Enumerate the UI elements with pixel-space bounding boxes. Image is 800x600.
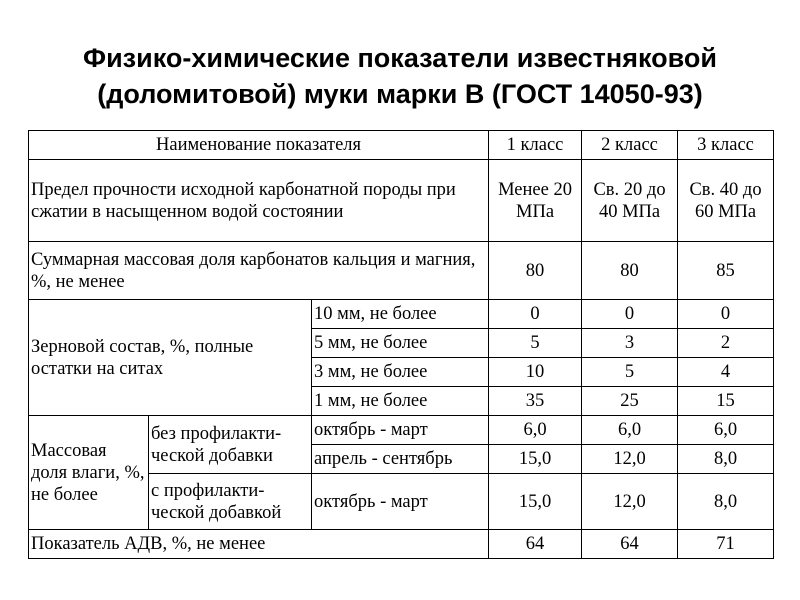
- adv-row: [29, 530, 774, 559]
- moisture-row: [29, 416, 774, 445]
- header-row: [29, 131, 774, 160]
- grain-class2: 3: [582, 329, 678, 358]
- header-class1: 1 класс: [489, 131, 582, 160]
- grain-class3: 0: [678, 300, 774, 329]
- grain-class1: 35: [489, 387, 582, 416]
- title-line-1: Физико-химические показатели известняковой: [83, 43, 717, 73]
- title-line-2: (доломитовой) муки марки В (ГОСТ 14050-93): [97, 79, 703, 109]
- moisture-without-label: без профилакти-ческой добавки: [149, 416, 312, 474]
- grain-class3: 15: [678, 387, 774, 416]
- strength-class1: Менее 20 МПа: [489, 160, 582, 242]
- header-class3: 3 класс: [678, 131, 774, 160]
- strength-row: [29, 160, 774, 242]
- grain-class1: 5: [489, 329, 582, 358]
- grain-sieve: 3 мм, не более: [312, 358, 489, 387]
- grain-class2: 5: [582, 358, 678, 387]
- moisture-class3: 6,0: [678, 416, 774, 445]
- moisture-class1: 15,0: [489, 474, 582, 530]
- adv-label: Показатель АДВ, %, не менее: [29, 530, 489, 559]
- header-name: Наименование показателя: [29, 131, 489, 160]
- grain-sieve: 10 мм, не более: [312, 300, 489, 329]
- header-class2: 2 класс: [582, 131, 678, 160]
- grain-class1: 0: [489, 300, 582, 329]
- carbonates-class3: 85: [678, 242, 774, 300]
- carbonates-class1: 80: [489, 242, 582, 300]
- moisture-period: апрель - сентябрь: [312, 445, 489, 474]
- strength-label: Предел прочности исходной карбонатной породы при сжатии в насыщенном водой состоянии: [29, 160, 489, 242]
- adv-class2: 64: [582, 530, 678, 559]
- moisture-class2: 6,0: [582, 416, 678, 445]
- grain-class2: 0: [582, 300, 678, 329]
- adv-class3: 71: [678, 530, 774, 559]
- moisture-class1: 15,0: [489, 445, 582, 474]
- grain-sieve: 5 мм, не более: [312, 329, 489, 358]
- grain-sieve: 1 мм, не более: [312, 387, 489, 416]
- carbonates-row: [29, 242, 774, 300]
- grain-row: [29, 300, 774, 329]
- grain-label: Зерновой состав, %, полные остатки на ситах: [29, 300, 312, 416]
- moisture-class1: 6,0: [489, 416, 582, 445]
- grain-class3: 2: [678, 329, 774, 358]
- grain-class1: 10: [489, 358, 582, 387]
- moisture-period: октябрь - март: [312, 416, 489, 445]
- adv-class1: 64: [489, 530, 582, 559]
- strength-class2: Св. 20 до 40 МПа: [582, 160, 678, 242]
- moisture-with-label: с профилакти-ческой добавкой: [149, 474, 312, 530]
- moisture-period: октябрь - март: [312, 474, 489, 530]
- moisture-class2: 12,0: [582, 474, 678, 530]
- carbonates-label: Суммарная массовая доля карбонатов кальция и магния, %, не менее: [29, 242, 489, 300]
- moisture-class3: 8,0: [678, 445, 774, 474]
- grain-class3: 4: [678, 358, 774, 387]
- carbonates-class2: 80: [582, 242, 678, 300]
- page-title: [0, 40, 800, 112]
- moisture-class3: 8,0: [678, 474, 774, 530]
- moisture-class2: 12,0: [582, 445, 678, 474]
- strength-class3: Св. 40 до 60 МПа: [678, 160, 774, 242]
- moisture-label: Массовая доля влаги, %, не более: [29, 416, 149, 530]
- properties-table: [28, 130, 774, 559]
- grain-class2: 25: [582, 387, 678, 416]
